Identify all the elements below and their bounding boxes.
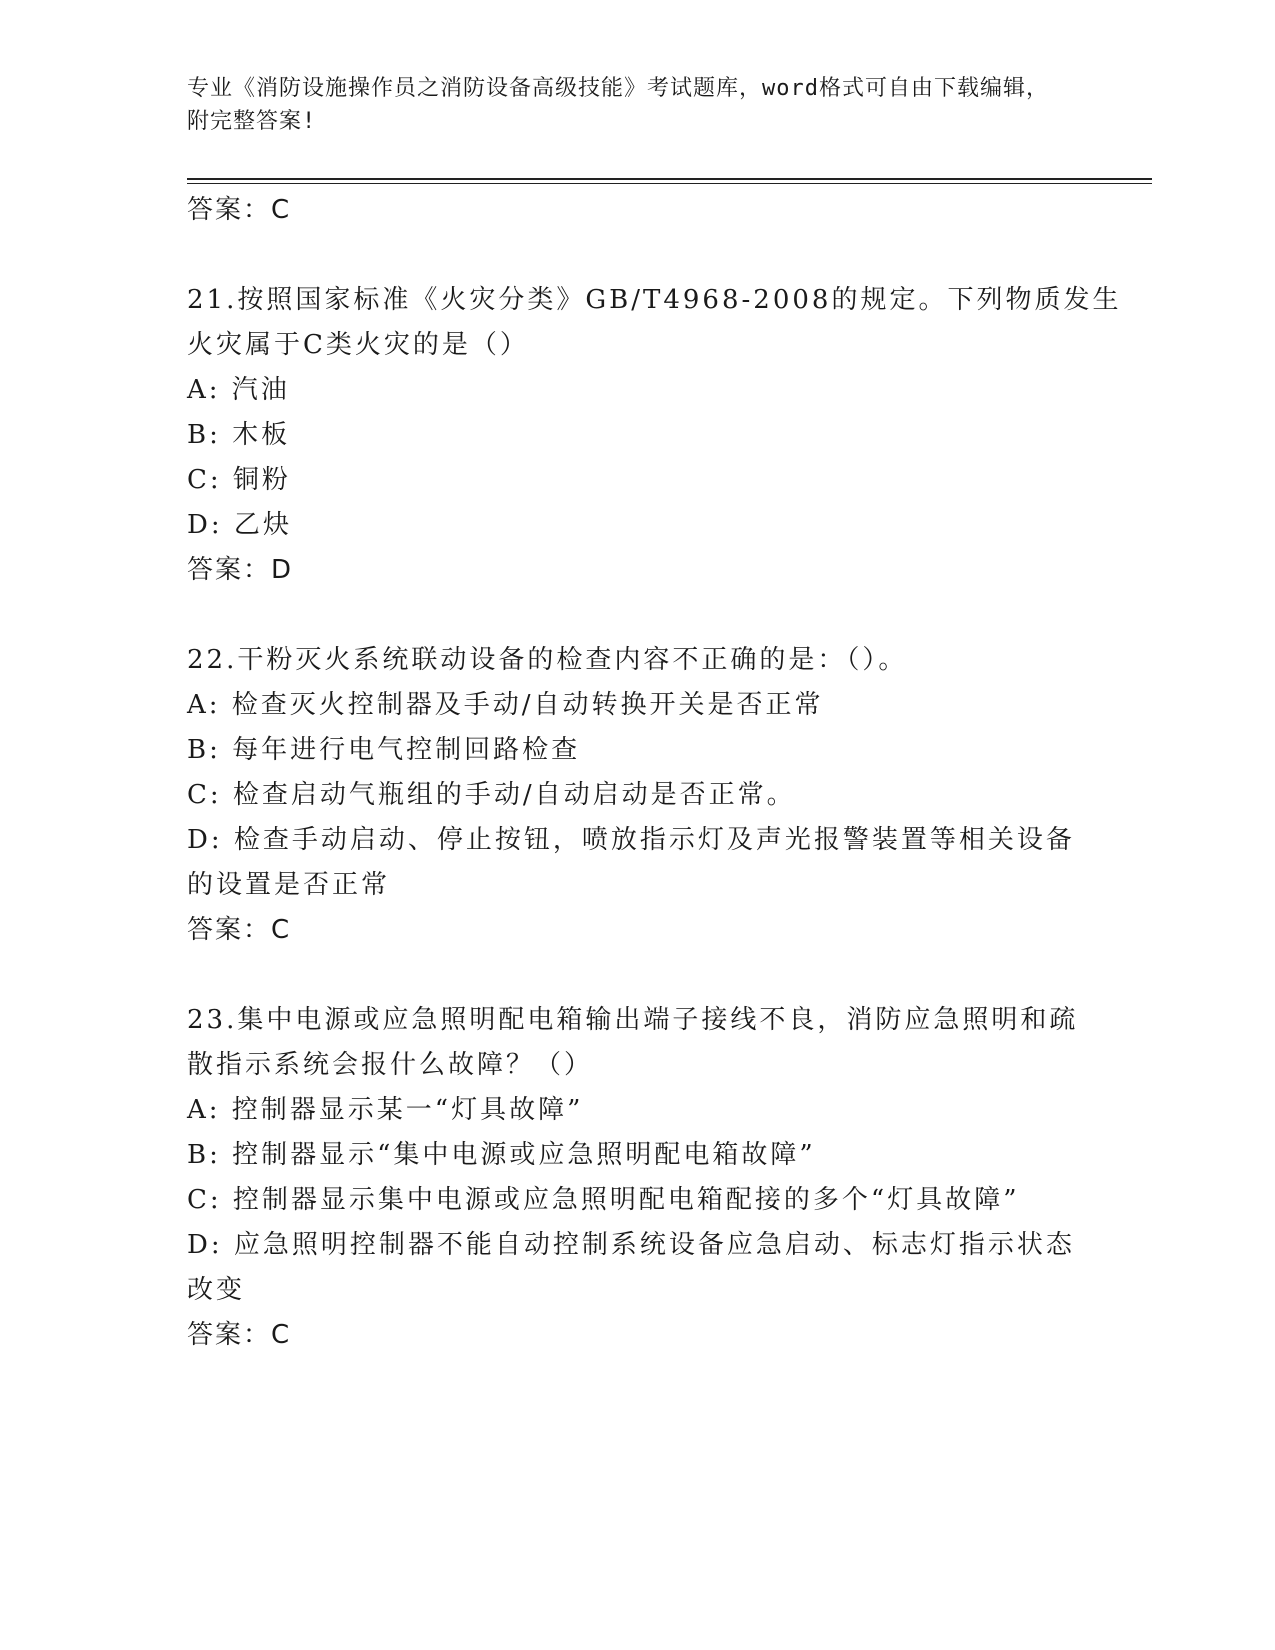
answer: 答案：C <box>187 915 292 945</box>
previous-answer: 答案：C <box>187 195 292 225</box>
spacer <box>187 593 1077 638</box>
question-23 <box>187 998 1077 1358</box>
answer: 答案：C <box>187 1320 292 1350</box>
question-22 <box>187 638 1077 953</box>
option-d-continued: 的设置是否正常 <box>187 870 391 900</box>
question-21 <box>187 278 1122 593</box>
question-list <box>187 188 1122 1358</box>
question-stem: 21.按照国家标准《火灾分类》GB/T4968-2008的规定。下列物质发生 <box>187 285 1122 315</box>
header-line-2: 辑，附完整答案! <box>187 76 1049 134</box>
question-stem: 散指示系统会报什么故障？（） <box>187 1050 594 1080</box>
header-divider-thick <box>187 178 1152 180</box>
option-d: D: 应急照明控制器不能自动控制系统设备应急启动、标志灯指示状态 <box>187 1230 1075 1260</box>
option-a: A: 控制器显示某一“灯具故障” <box>187 1095 584 1125</box>
option-b: B: 控制器显示“集中电源或应急照明配电箱故障” <box>187 1140 816 1170</box>
option-b: B: 每年进行电气控制回路检查 <box>187 735 581 765</box>
question-stem: 火灾属于C类火灾的是（） <box>187 330 529 360</box>
question-stem: 23.集中电源或应急照明配电箱输出端子接线不良，消防应急照明和疏 <box>187 1005 1079 1035</box>
spacer <box>187 953 1077 998</box>
option-b: B: 木板 <box>187 420 291 450</box>
option-d: D: 检查手动启动、停止按钮，喷放指示灯及声光报警装置等相关设备 <box>187 825 1075 855</box>
option-c: C: 铜粉 <box>187 465 291 495</box>
option-d: D: 乙炔 <box>187 510 292 540</box>
header-divider-thin <box>187 183 1152 184</box>
option-a: A: 汽油 <box>187 375 290 405</box>
answer: 答案：D <box>187 555 294 585</box>
question-stem: 22.干粉灭火系统联动设备的检查内容不正确的是：（）。 <box>187 645 908 675</box>
document-header <box>187 72 1067 138</box>
spacer <box>187 233 1077 278</box>
option-c: C: 控制器显示集中电源或应急照明配电箱配接的多个“灯具故障” <box>187 1185 1020 1215</box>
header-line-1: 专业《消防设施操作员之消防设备高级技能》考试题库，word格式可自由下载编 <box>187 76 1003 101</box>
option-c: C: 检查启动气瓶组的手动/自动启动是否正常。 <box>187 780 796 810</box>
option-d-continued: 改变 <box>187 1275 246 1305</box>
option-a: A: 检查灭火控制器及手动/自动转换开关是否正常 <box>187 690 824 720</box>
